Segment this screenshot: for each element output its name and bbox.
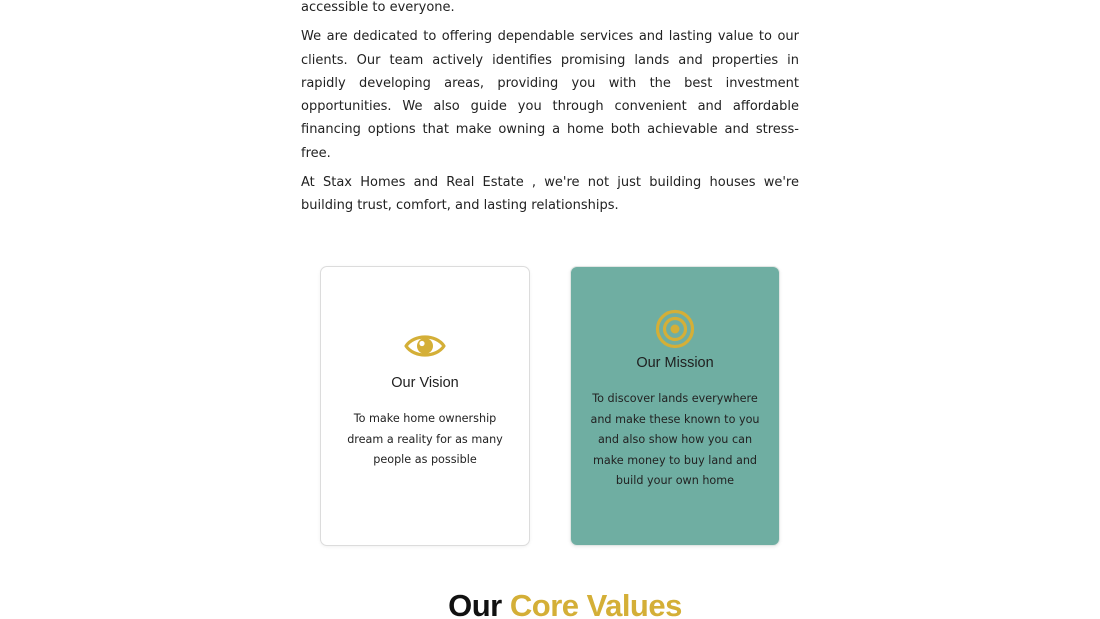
vision-card xyxy=(320,266,530,546)
core-values-heading-part-1: Our xyxy=(448,588,502,619)
eye-icon xyxy=(404,331,446,361)
vision-title: Our Vision xyxy=(391,375,459,391)
about-paragraph-2: We are dedicated to offering dependable services and lasting value to our clients. Our team actively identifies promising lands and properties in rapidly developing areas, providing you with the best investment opportunities. We also guide you through convenient and affordable financing options that make owning a home both achievable and stress-free. xyxy=(301,29,799,161)
mission-title: Our Mission xyxy=(636,355,714,371)
core-values-heading xyxy=(0,588,1100,619)
mission-description: To discover lands everywhere and make these known to you and also show how you can make money to buy land and build your own home xyxy=(590,392,760,487)
about-text xyxy=(301,0,799,224)
about-paragraph-1-tail: accessible to everyone. xyxy=(301,0,455,15)
mission-card xyxy=(570,266,780,546)
target-icon xyxy=(654,308,696,350)
about-paragraph-3: At Stax Homes and Real Estate , we're not just building houses we're building trust, comfort, and lasting relationships. xyxy=(301,175,799,214)
vision-description: To make home ownership dream a reality for as many people as possible xyxy=(347,412,503,466)
core-values-heading-part-2: Core Values xyxy=(509,588,682,619)
